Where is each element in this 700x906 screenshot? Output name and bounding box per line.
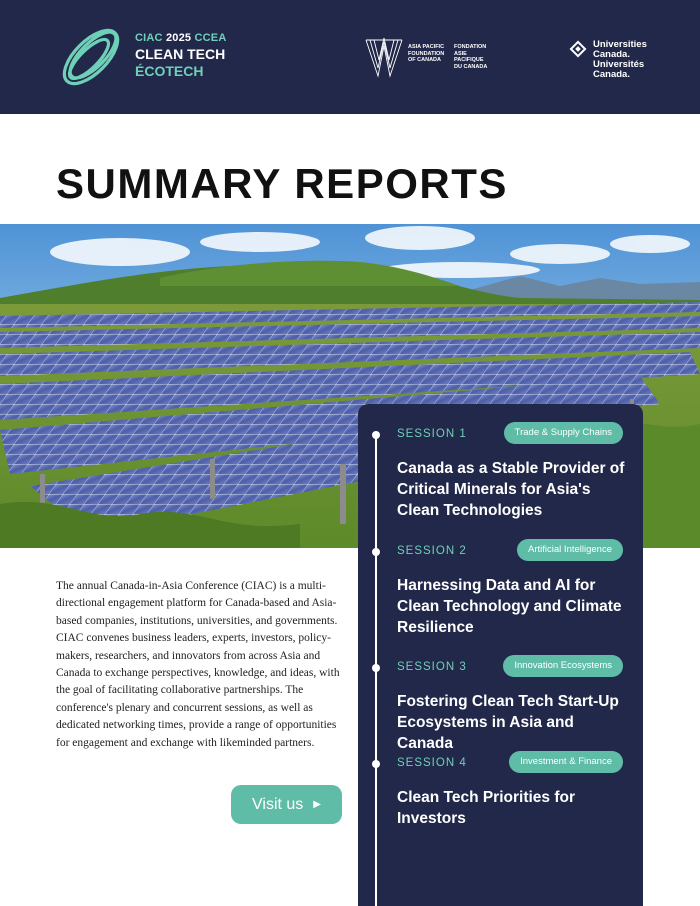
play-arrow-icon: ▶ bbox=[313, 799, 321, 810]
apf-en-line-1: ASIA PACIFIC bbox=[408, 44, 445, 50]
session-title[interactable]: Harnessing Data and AI for Clean Technology and Climate Resilience bbox=[397, 577, 622, 636]
session-tag: Artificial Intelligence bbox=[517, 539, 623, 561]
session-tag: Innovation Ecosystems bbox=[503, 655, 623, 677]
ciac-label: CIAC bbox=[135, 32, 163, 44]
apf-logo-icon bbox=[364, 36, 404, 78]
session-title[interactable]: Canada as a Stable Provider of Critical Minerals for Asia's Clean Technologies bbox=[397, 460, 625, 519]
clean-tech-label: CLEAN TECH bbox=[135, 46, 226, 62]
session-label: SESSION 2 bbox=[397, 545, 467, 557]
apf-wordmark bbox=[408, 44, 492, 70]
ciac-wordmark bbox=[135, 32, 226, 79]
session-title[interactable]: Fostering Clean Tech Start-Up Ecosystems in Asia and Canada bbox=[397, 693, 619, 752]
apf-en-line-2: FOUNDATION bbox=[408, 50, 445, 57]
timeline-dot bbox=[372, 664, 380, 672]
timeline-dot bbox=[372, 548, 380, 556]
ciac-year: 2025 bbox=[165, 32, 192, 44]
universities-canada-icon bbox=[569, 40, 587, 58]
ecotech-label: ÉCOTECH bbox=[135, 63, 204, 79]
uc-line-2: Canada. bbox=[593, 49, 630, 60]
session-tag: Investment & Finance bbox=[509, 751, 623, 773]
session-label: SESSION 1 bbox=[397, 428, 467, 440]
apf-fr-line-2: ASIE PACIFIQUE bbox=[454, 50, 484, 63]
apf-fr-line-3: DU CANADA bbox=[454, 63, 488, 70]
ccea-label: CCEA bbox=[194, 32, 227, 44]
apf-fr-line-1: FONDATION bbox=[454, 44, 487, 50]
page-title: SUMMARY REPORTS bbox=[56, 160, 508, 207]
timeline-dot bbox=[372, 431, 380, 439]
timeline-dot bbox=[372, 760, 380, 768]
uc-line-1: Universities bbox=[593, 39, 647, 50]
universities-canada-wordmark bbox=[593, 40, 647, 80]
session-label: SESSION 3 bbox=[397, 661, 467, 673]
session-label: SESSION 4 bbox=[397, 757, 467, 769]
session-tag: Trade & Supply Chains bbox=[504, 422, 623, 444]
apf-en-line-3: OF CANADA bbox=[408, 57, 441, 63]
session-title[interactable]: Clean Tech Priorities for Investors bbox=[397, 789, 576, 827]
uc-line-3: Universités bbox=[593, 59, 645, 70]
intro-paragraph: The annual Canada-in-Asia Conference (CIAC) is a multi-directional engagement platform for Canada-based and Asia-based companies, institutions, universities, and governments. CIAC convenes business leaders, experts, investors, policy-makers, researchers, and innovators from across Asia and Canada to exchange perspectives, knowledge, and ideas, with the goal of facilitating collaborative partnerships. The conference's plenary and concurrent sessions, as well as dedicated networking times, provide a range of opportunities for engagement and exchange with likeminded partners. bbox=[56, 580, 340, 749]
ciac-rings-logo bbox=[55, 20, 127, 94]
sessions-panel bbox=[358, 404, 643, 906]
visit-us-label: Visit us bbox=[252, 795, 304, 813]
header-banner bbox=[0, 0, 700, 114]
visit-us-button[interactable] bbox=[231, 785, 342, 824]
uc-line-4: Canada. bbox=[593, 69, 630, 80]
